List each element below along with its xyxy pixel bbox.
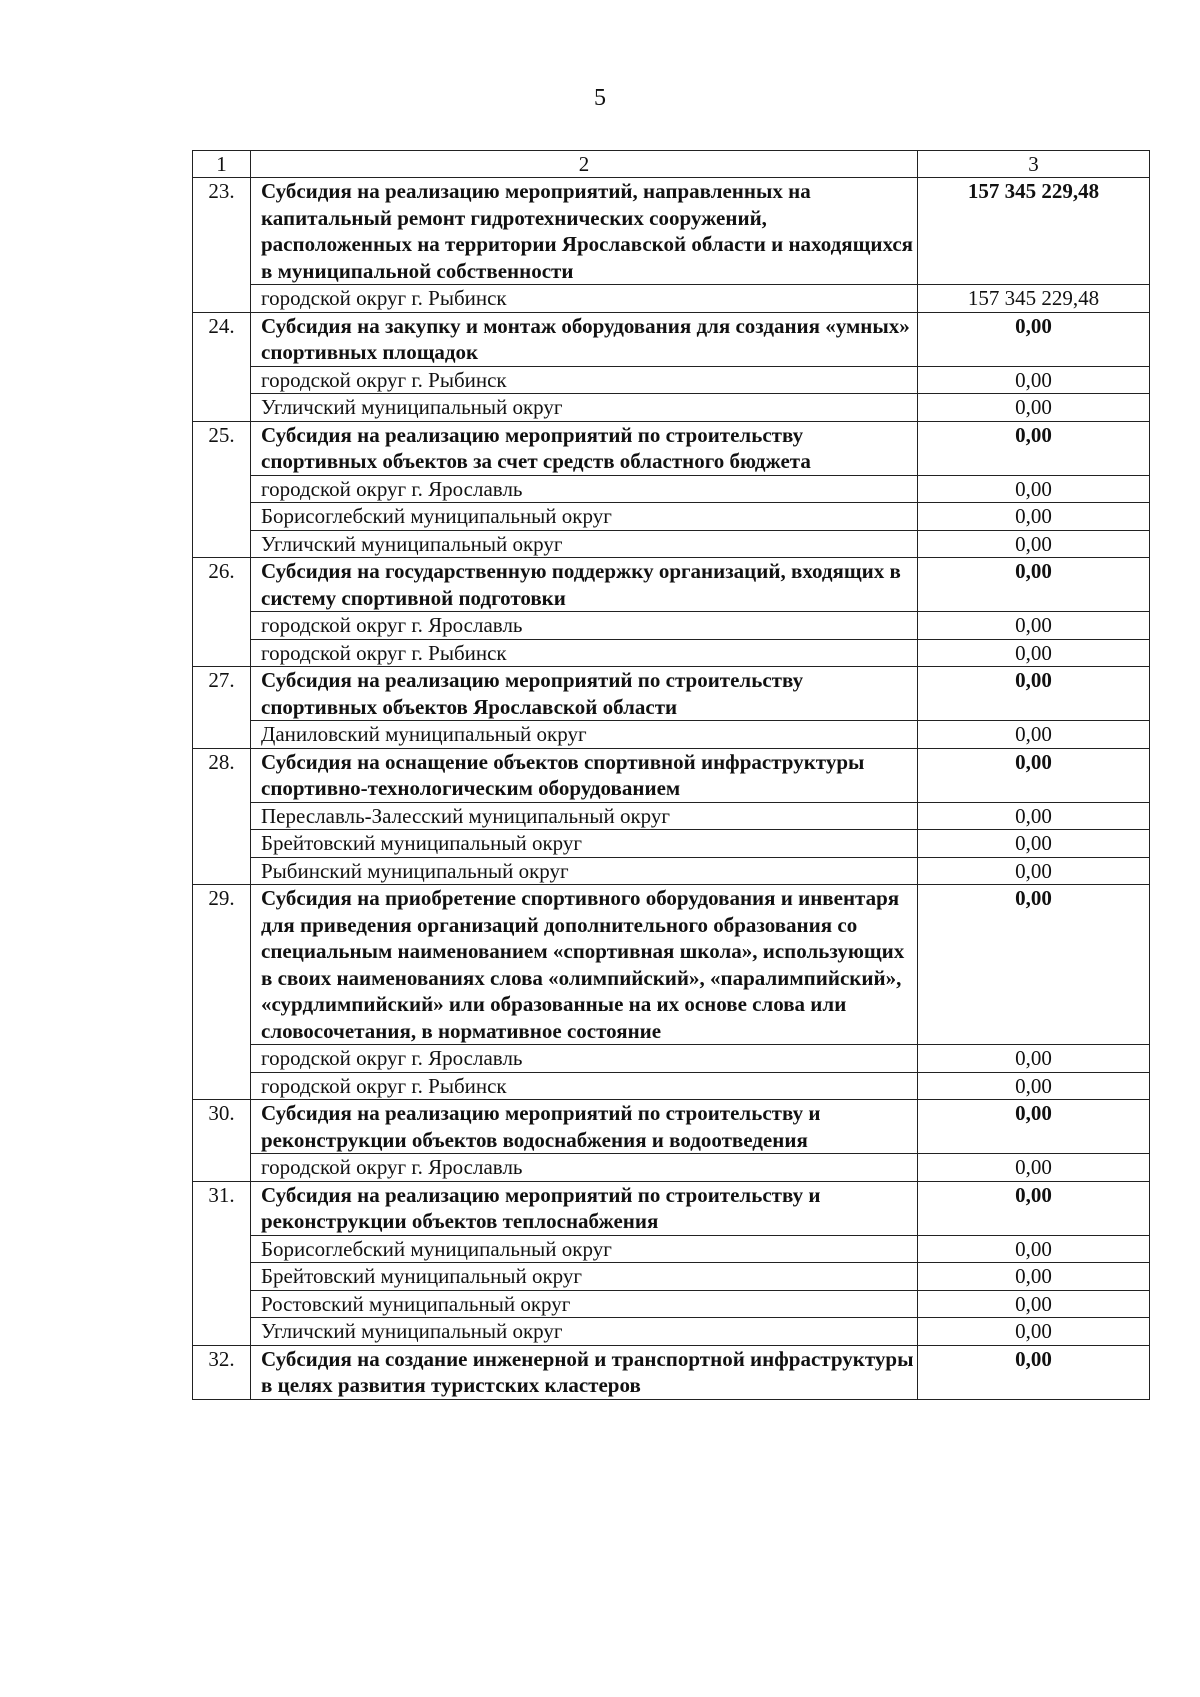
header-cell-3: 3	[918, 151, 1150, 178]
table-header-row	[193, 151, 1150, 178]
header-cell-2: 2	[251, 151, 918, 178]
table-row	[193, 830, 1150, 858]
recipient-amount: 0,00	[918, 1045, 1150, 1073]
table-row	[193, 394, 1150, 422]
section-total-amount: 0,00	[918, 1100, 1150, 1154]
recipient-name: Угличский муниципальный округ	[251, 1318, 918, 1346]
table-row	[193, 503, 1150, 531]
section-title-row	[193, 421, 1150, 475]
section-total-amount: 0,00	[918, 667, 1150, 721]
table-row	[193, 475, 1150, 503]
recipient-name: Борисоглебский муниципальный округ	[251, 503, 918, 531]
recipient-name: Рыбинский муниципальный округ	[251, 857, 918, 885]
table-row	[193, 1290, 1150, 1318]
section-title-row	[193, 312, 1150, 366]
section-title: Субсидия на реализацию мероприятий, направленных на капитальный ремонт гидротехнических сооружений, расположенных на территории Ярославской области и находящихся в муниципальной собственности	[251, 178, 918, 285]
header-cell-1: 1	[193, 151, 251, 178]
section-title: Субсидия на реализацию мероприятий по строительству и реконструкции объектов водоснабжения и водоотведения	[251, 1100, 918, 1154]
recipient-name: Угличский муниципальный округ	[251, 394, 918, 422]
section-title: Субсидия на оснащение объектов спортивной инфраструктуры спортивно-технологическим оборудованием	[251, 748, 918, 802]
table-row	[193, 857, 1150, 885]
table-row	[193, 721, 1150, 749]
section-number: 24.	[193, 312, 251, 421]
recipient-name: городской округ г. Рыбинск	[251, 1072, 918, 1100]
table-row	[193, 802, 1150, 830]
table-row	[193, 1072, 1150, 1100]
recipient-name: городской округ г. Ярославль	[251, 1154, 918, 1182]
section-total-amount: 157 345 229,48	[918, 178, 1150, 285]
recipient-name: городской округ г. Ярославль	[251, 1045, 918, 1073]
recipient-amount: 0,00	[918, 1318, 1150, 1346]
table-row	[193, 1154, 1150, 1182]
section-number: 28.	[193, 748, 251, 885]
section-title-row	[193, 558, 1150, 612]
section-total-amount: 0,00	[918, 1345, 1150, 1399]
recipient-amount: 0,00	[918, 1072, 1150, 1100]
subsidy-table	[192, 150, 1150, 1400]
table-row	[193, 1235, 1150, 1263]
section-title-row	[193, 1100, 1150, 1154]
table-row	[193, 1318, 1150, 1346]
recipient-amount: 0,00	[918, 857, 1150, 885]
section-title-row	[193, 1181, 1150, 1235]
section-number: 23.	[193, 178, 251, 313]
section-total-amount: 0,00	[918, 748, 1150, 802]
recipient-amount: 0,00	[918, 1235, 1150, 1263]
section-title: Субсидия на государственную поддержку организаций, входящих в систему спортивной подготовки	[251, 558, 918, 612]
recipient-name: Борисоглебский муниципальный округ	[251, 1235, 918, 1263]
recipient-name: Угличский муниципальный округ	[251, 530, 918, 558]
recipient-name: Брейтовский муниципальный округ	[251, 830, 918, 858]
table-row	[193, 612, 1150, 640]
section-title: Субсидия на приобретение спортивного оборудования и инвентаря для приведения организаций дополнительного образования со специальным наименованием «спортивная школа», использующих в своих наименованиях слова «олимпийский», «паралимпийский», «сурдлимпийский» или образованные на их основе слова или словосочетания, в нормативное состояние	[251, 885, 918, 1045]
section-number: 30.	[193, 1100, 251, 1182]
recipient-name: Брейтовский муниципальный округ	[251, 1263, 918, 1291]
recipient-amount: 0,00	[918, 612, 1150, 640]
table-row	[193, 1045, 1150, 1073]
recipient-amount: 0,00	[918, 530, 1150, 558]
section-title: Субсидия на реализацию мероприятий по строительству спортивных объектов Ярославской области	[251, 667, 918, 721]
section-number: 29.	[193, 885, 251, 1100]
section-title: Субсидия на реализацию мероприятий по строительству спортивных объектов за счет средств областного бюджета	[251, 421, 918, 475]
section-number: 32.	[193, 1345, 251, 1399]
recipient-amount: 0,00	[918, 1290, 1150, 1318]
section-number: 26.	[193, 558, 251, 667]
section-title-row	[193, 1345, 1150, 1399]
recipient-amount: 0,00	[918, 802, 1150, 830]
section-number: 25.	[193, 421, 251, 558]
recipient-amount: 0,00	[918, 475, 1150, 503]
recipient-name: городской округ г. Ярославль	[251, 612, 918, 640]
section-total-amount: 0,00	[918, 558, 1150, 612]
section-title: Субсидия на закупку и монтаж оборудования для создания «умных» спортивных площадок	[251, 312, 918, 366]
page-number: 5	[594, 85, 606, 111]
section-total-amount: 0,00	[918, 885, 1150, 1045]
section-title-row	[193, 667, 1150, 721]
recipient-name: городской округ г. Рыбинск	[251, 366, 918, 394]
recipient-name: городской округ г. Рыбинск	[251, 639, 918, 667]
table-row	[193, 639, 1150, 667]
section-number: 31.	[193, 1181, 251, 1345]
section-total-amount: 0,00	[918, 312, 1150, 366]
section-total-amount: 0,00	[918, 421, 1150, 475]
recipient-name: Ростовский муниципальный округ	[251, 1290, 918, 1318]
recipient-amount: 0,00	[918, 721, 1150, 749]
recipient-amount: 0,00	[918, 1154, 1150, 1182]
recipient-amount: 157 345 229,48	[918, 285, 1150, 313]
recipient-amount: 0,00	[918, 639, 1150, 667]
section-title-row	[193, 885, 1150, 1045]
section-number: 27.	[193, 667, 251, 749]
recipient-amount: 0,00	[918, 366, 1150, 394]
table-row	[193, 285, 1150, 313]
table-row	[193, 530, 1150, 558]
recipient-amount: 0,00	[918, 503, 1150, 531]
recipient-amount: 0,00	[918, 1263, 1150, 1291]
recipient-name: городской округ г. Ярославль	[251, 475, 918, 503]
recipient-name: Переславль-Залесский муниципальный округ	[251, 802, 918, 830]
section-title-row	[193, 748, 1150, 802]
recipient-name: городской округ г. Рыбинск	[251, 285, 918, 313]
section-title: Субсидия на создание инженерной и транспортной инфраструктуры в целях развития туристских кластеров	[251, 1345, 918, 1399]
table-row	[193, 366, 1150, 394]
section-title: Субсидия на реализацию мероприятий по строительству и реконструкции объектов теплоснабжения	[251, 1181, 918, 1235]
section-total-amount: 0,00	[918, 1181, 1150, 1235]
recipient-amount: 0,00	[918, 830, 1150, 858]
recipient-amount: 0,00	[918, 394, 1150, 422]
table-row	[193, 1263, 1150, 1291]
recipient-name: Даниловский муниципальный округ	[251, 721, 918, 749]
table-body	[193, 151, 1150, 1400]
section-title-row	[193, 178, 1150, 285]
